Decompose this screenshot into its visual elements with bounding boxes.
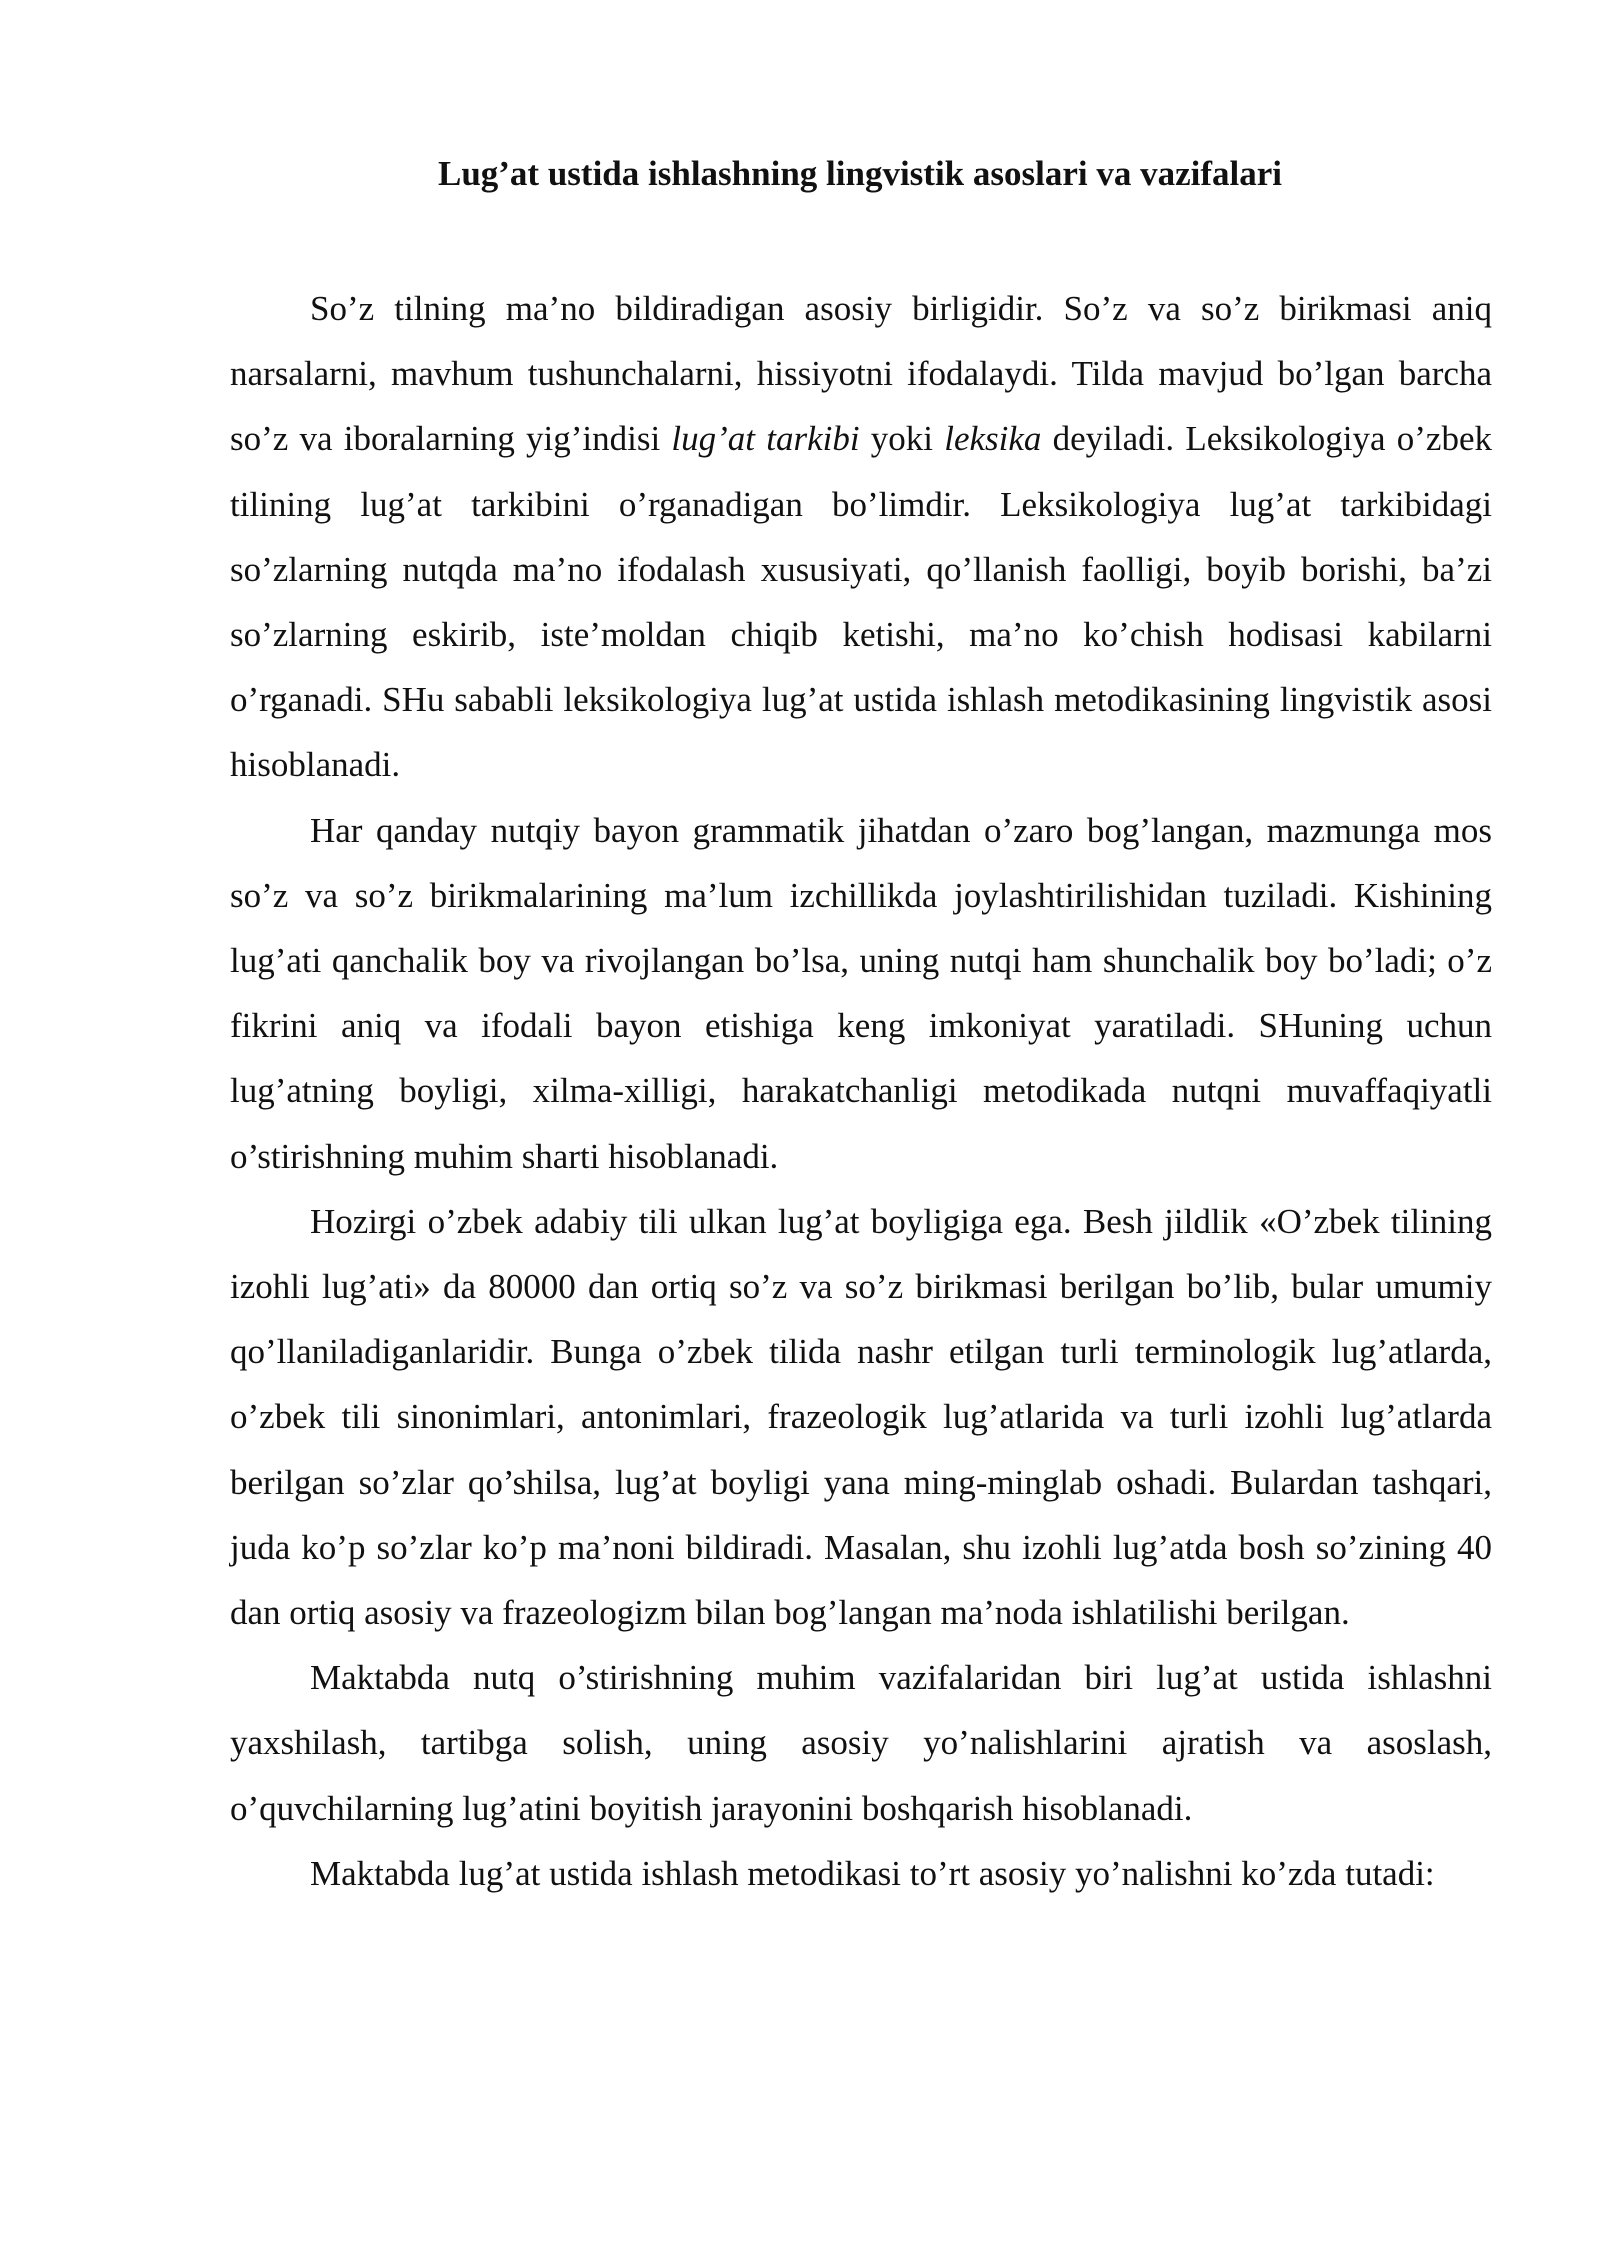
page-title: Lug’at ustida ishlashning lingvistik asoslari va vazifalari bbox=[437, 154, 1283, 193]
paragraph-1 bbox=[230, 276, 1492, 798]
term-leksika: leksika bbox=[944, 419, 1042, 459]
paragraph-5: Maktabda lug’at ustida ishlash metodikasi to’rt asosiy yo’nalishni ko’zda tutadi: bbox=[310, 1853, 1435, 1893]
paragraph-1-text-c: deyiladi. Leksikologiya o’zbek tilining lug’at tarkibini o’rganadigan bo’limdir. Leksikologiya lug’at tarkibidagi so’zlarning nutqda ma’no ifodalash xususiyati, qo’llanish faolligi, boyib borishi, ba’zi so’zlarning eskirib, iste’moldan chiqib ketishi, ma’no ko’chish hodisasi kabilarni o’rganadi. SHu sababli leksikologiya lug’at ustida ishlash metodikasining lingvistik asosi hisoblanadi. bbox=[230, 419, 1492, 785]
paragraph-1-text-b: yoki bbox=[859, 419, 945, 459]
term-lugat-tarkibi: lug’at tarkibi bbox=[671, 419, 860, 459]
paragraph-4: Maktabda nutq o’stirishning muhim vazifalaridan biri lug’at ustida ishlashni yaxshilash, tartibga solish, uning asosiy yo’nalishlarini ajratish va asoslash, o’quvchilarning lug’atini boyitish jarayonini boshqarish hisoblanadi. bbox=[230, 1658, 1492, 1828]
paragraph-1-text-a: So’z tilning ma’no bildiradigan asosiy birligidir. So’z va so’z birikmasi aniq narsalarni, mavhum tushunchalarni, hissiyotni ifodalaydi. Tilda mavjud bo’lgan barcha so’z va iboralarning yig’indisi bbox=[230, 289, 1492, 459]
paragraph-3: Hozirgi o’zbek adabiy tili ulkan lug’at boyligiga ega. Besh jildlik «O’zbek tilining izohli lug’ati» da 80000 dan ortiq so’z va so’z birikmasi berilgan bo’lib, bular umumiy qo’llaniladiganlaridir. Bunga o’zbek tilida nashr etilgan turli terminologik lug’atlarda, o’zbek tili sinonimlari, antonimlari, frazeologik lug’atlarida va turli izohli lug’atlarda berilgan so’zlar qo’shilsa, lug’at boyligi yana ming-minglab oshadi. Bulardan tashqari, juda ko’p so’zlar ko’p ma’noni bildiradi. Masalan, shu izohli lug’atda bosh so’zining 40 dan ortiq asosiy va frazeologizm bilan bog’langan ma’noda ishlatilishi berilgan. bbox=[230, 1201, 1492, 1633]
document-body bbox=[230, 276, 1492, 1906]
paragraph-2: Har qanday nutqiy bayon grammatik jihatdan o’zaro bog’langan, mazmunga mos so’z va so’z birikmalarining ma’lum izchillikda joylashtirilishidan tuziladi. Kishining lug’ati qanchalik boy va rivojlangan bo’lsa, uning nutqi ham shunchalik boy bo’ladi; o’z fikrini aniq va ifodali bayon etishiga keng imkoniyat yaratiladi. SHuning uchun lug’atning boyligi, xilma-xilligi, harakatchanligi metodikada nutqni muvaffaqiyatli o’stirishning muhim sharti hisoblanadi. bbox=[230, 810, 1492, 1176]
